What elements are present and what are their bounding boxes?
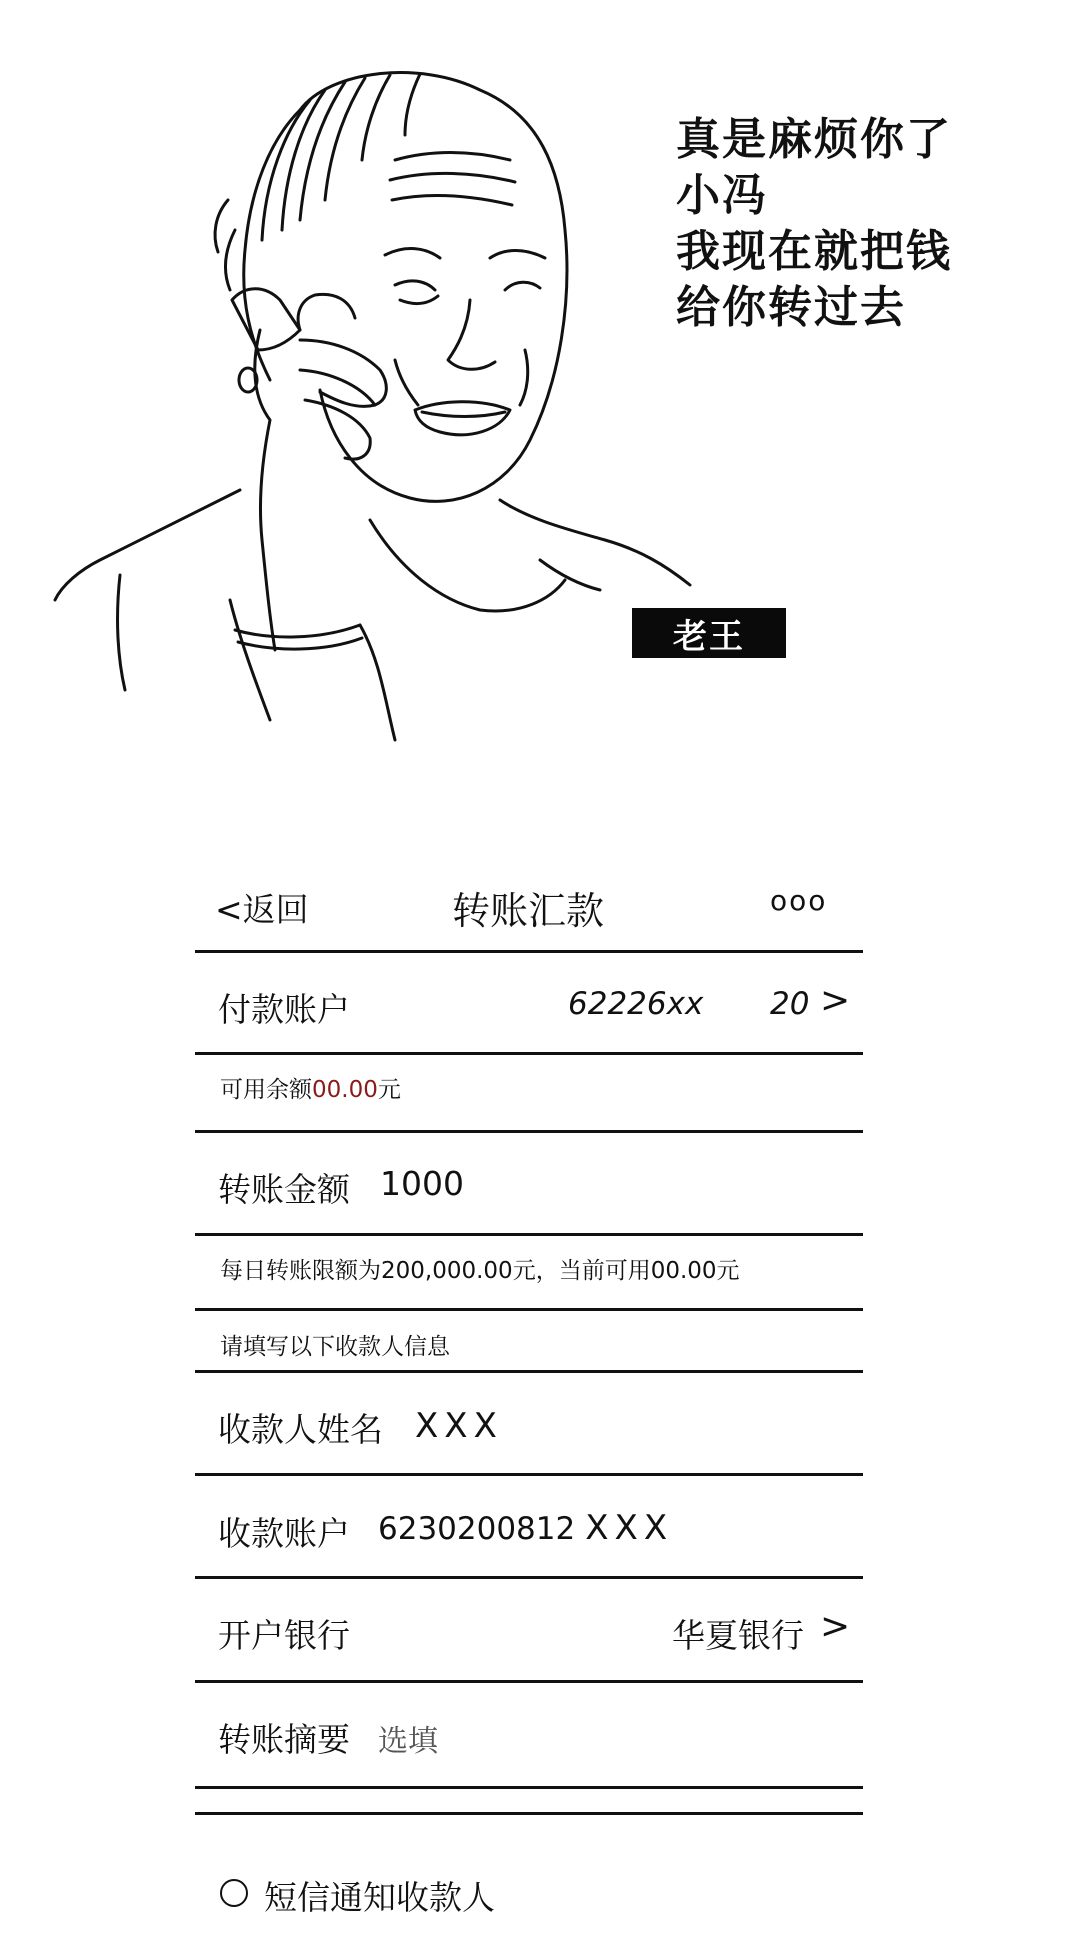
memo-label: 转账摘要 [218, 1720, 350, 1759]
divider [195, 1370, 863, 1373]
payee-account-digits: 6230200812 [378, 1511, 576, 1547]
transfer-amount-label: 转账金额 [218, 1170, 350, 1209]
speech-line-2: 小冯 [676, 170, 768, 221]
divider [195, 1052, 863, 1055]
payer-account-suffix: 20 [770, 986, 810, 1022]
name-tag: 老王 [632, 608, 786, 658]
divider [195, 1233, 863, 1236]
balance-prefix: 可用余额 [220, 1077, 312, 1103]
payee-account-masked: XXX [585, 1508, 674, 1548]
payee-name-input[interactable]: XXX [415, 1406, 503, 1446]
speech-line-3: 我现在就把钱 [676, 226, 952, 277]
page-title: 转账汇款 [452, 889, 605, 933]
daily-limit-note: 每日转账限额为200,000.00元，当前可用00.00元 [220, 1258, 740, 1284]
payer-account-number: 62226xx [568, 986, 704, 1022]
divider [195, 1576, 863, 1579]
speech-text [676, 112, 952, 336]
balance-amount: 00.00 [312, 1077, 378, 1103]
available-balance [220, 1071, 401, 1104]
divider [195, 1130, 863, 1133]
speech-line-1: 真是麻烦你了 [676, 114, 952, 165]
sms-radio[interactable] [220, 1879, 248, 1907]
divider [195, 950, 863, 953]
divider [195, 1680, 863, 1683]
divider [195, 1786, 863, 1789]
payee-info-hint: 请填写以下收款人信息 [220, 1334, 450, 1360]
transfer-amount-input[interactable]: 1000 [380, 1164, 464, 1203]
payee-name-label: 收款人姓名 [218, 1410, 383, 1449]
divider [195, 1473, 863, 1476]
balance-unit: 元 [377, 1077, 401, 1103]
bank-chevron-right-icon[interactable]: > [820, 1606, 851, 1647]
more-icon[interactable]: ooo [770, 884, 828, 917]
bank-label: 开户银行 [218, 1616, 350, 1655]
sms-notify-label: 短信通知收款人 [264, 1878, 495, 1917]
payer-chevron-right-icon[interactable]: > [820, 980, 851, 1021]
payee-account-input[interactable] [378, 1508, 673, 1548]
back-button[interactable]: <返回 [215, 890, 309, 929]
payee-account-label: 收款账户 [218, 1514, 350, 1553]
speech-line-4: 给你转过去 [676, 282, 906, 333]
divider [195, 1812, 863, 1815]
divider [195, 1308, 863, 1311]
memo-input[interactable]: 选填 [378, 1724, 438, 1759]
bank-select[interactable]: 华夏银行 [672, 1616, 804, 1655]
payer-account-label: 付款账户 [218, 990, 350, 1029]
